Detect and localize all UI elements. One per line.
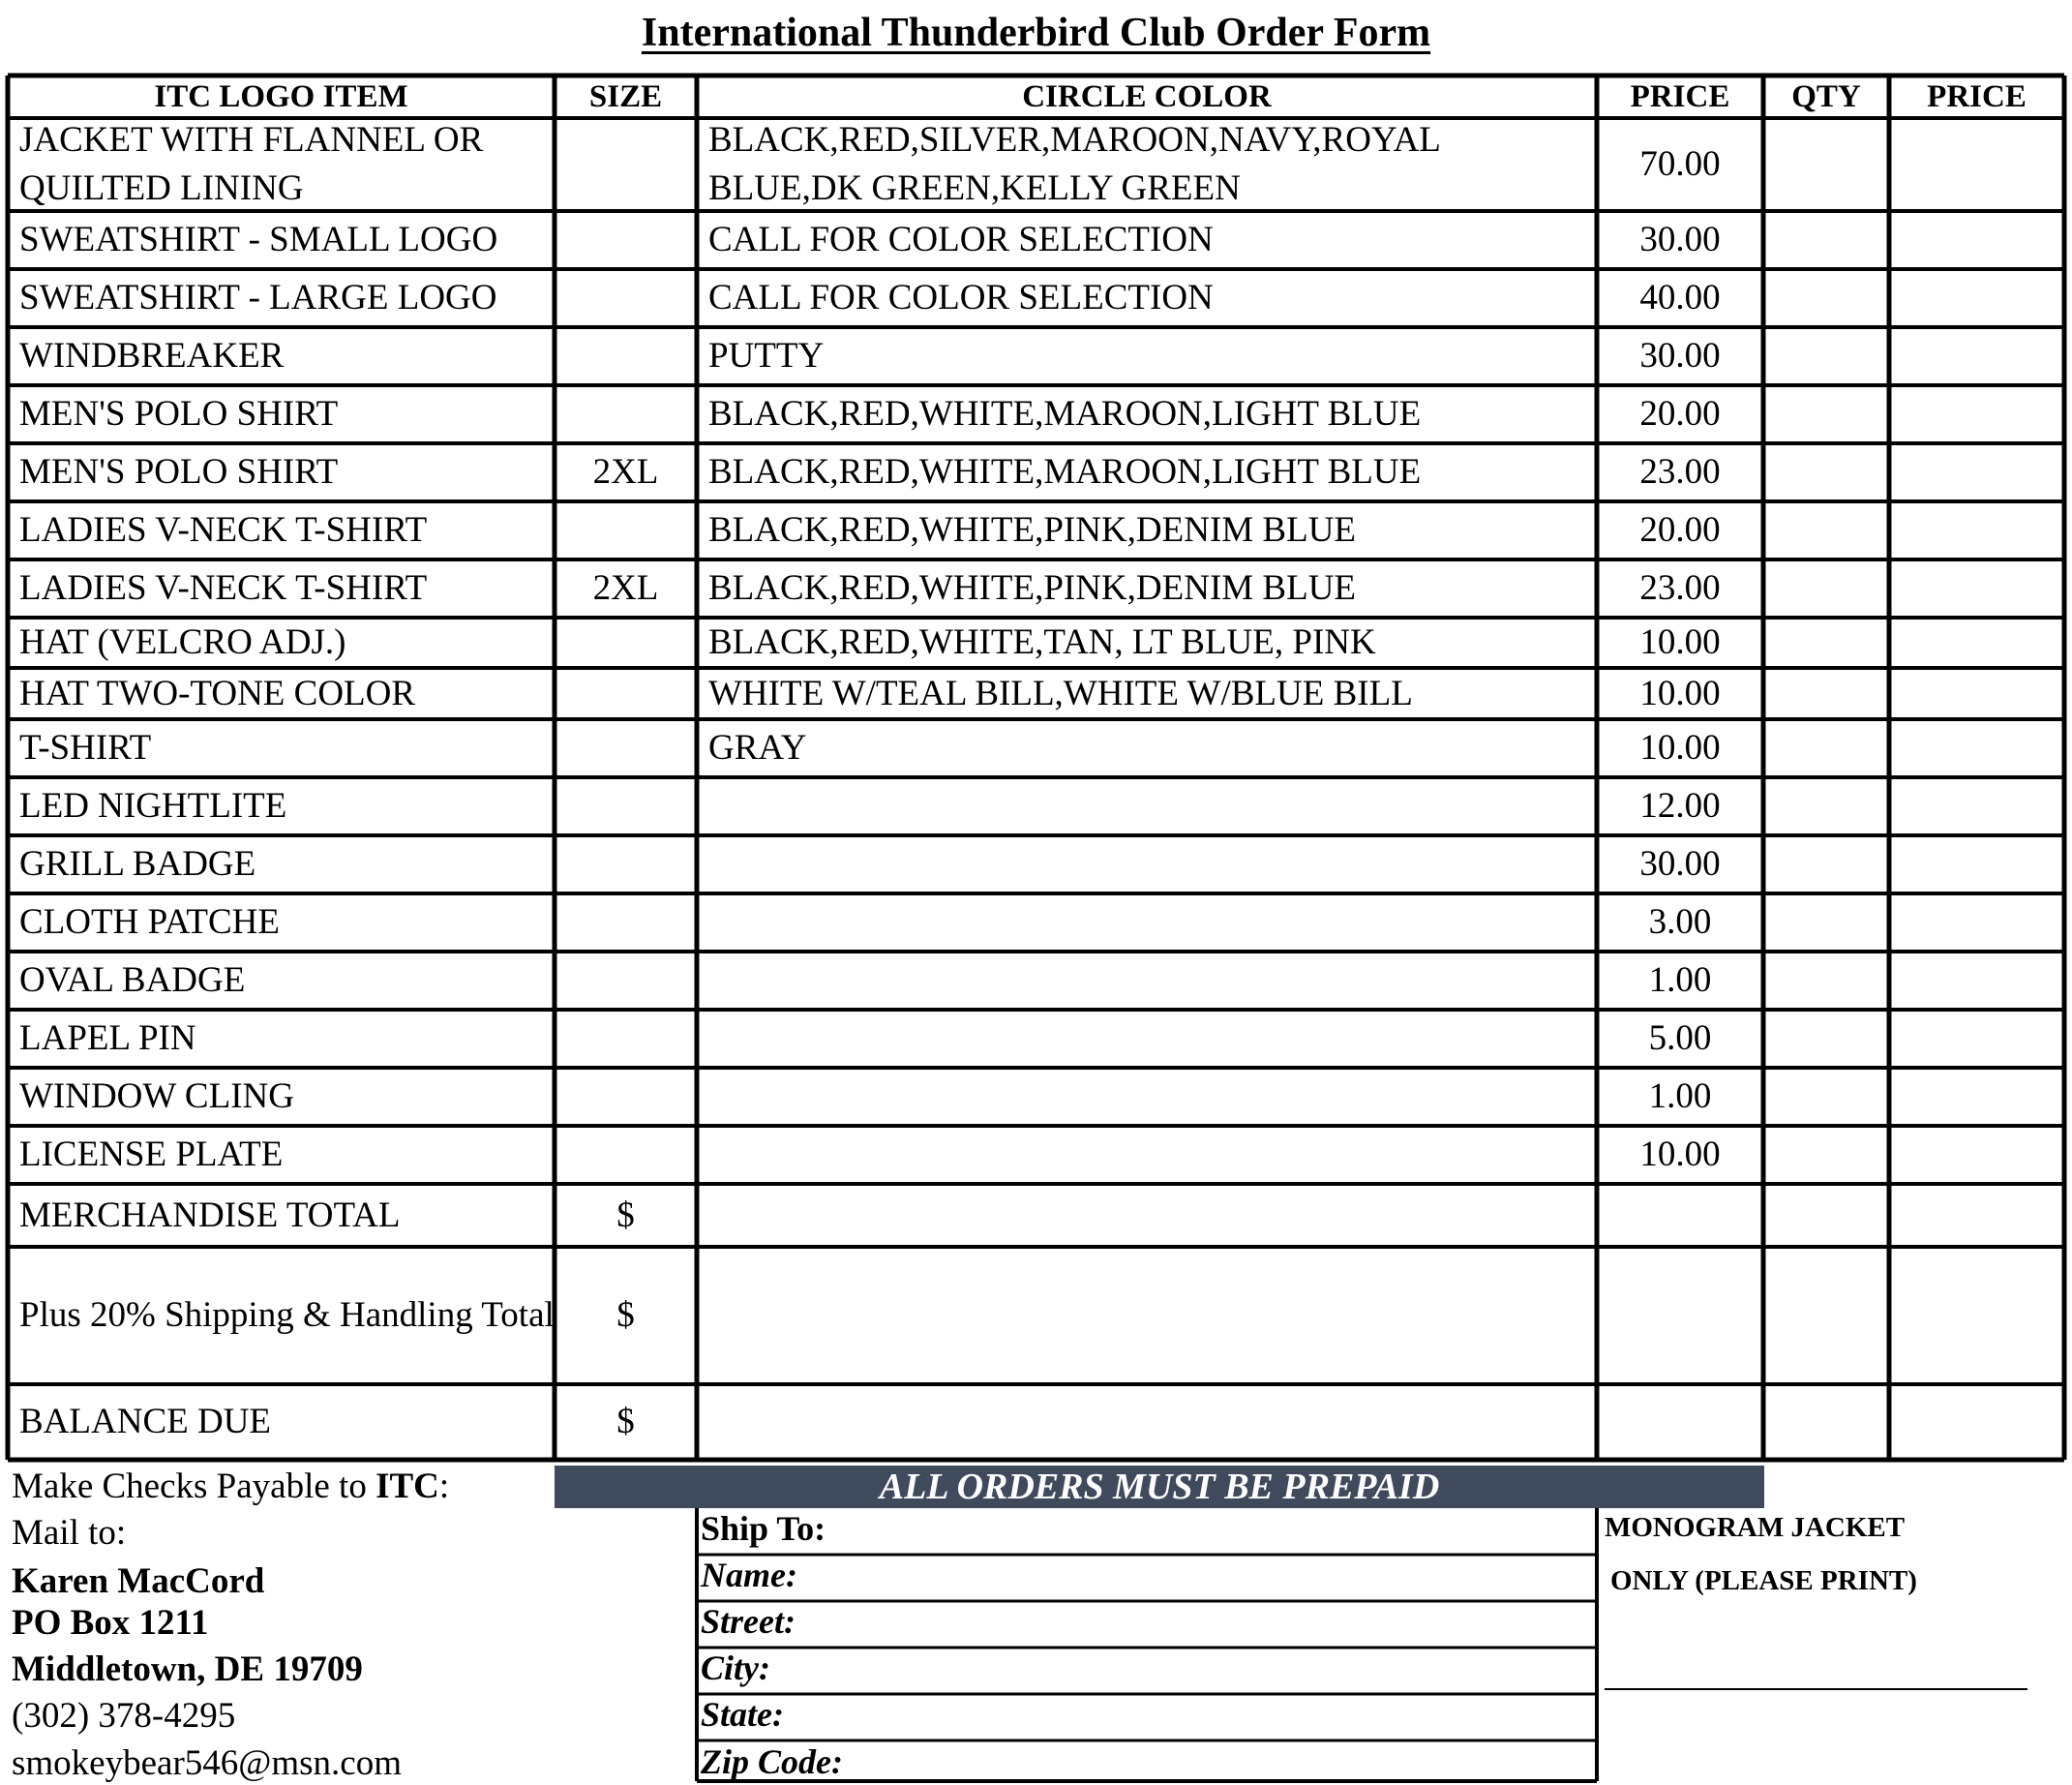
mail-name: Karen MacCord	[12, 1561, 265, 1601]
qty-input[interactable]	[1763, 719, 1889, 777]
item-size	[555, 719, 697, 777]
ship-street-field[interactable]: Street:	[701, 1602, 796, 1641]
qty-input[interactable]	[1763, 501, 1889, 560]
qty-input[interactable]	[1763, 327, 1889, 385]
item-size	[555, 952, 697, 1010]
balance-due-symbol: $	[616, 1402, 635, 1441]
item-size	[555, 385, 697, 443]
item-price: 1.00	[1648, 960, 1712, 1000]
item-size	[555, 211, 697, 269]
balance-due-label: BALANCE DUE	[19, 1402, 272, 1441]
qty-input[interactable]	[1763, 618, 1889, 668]
monogram-label-1: MONOGRAM JACKET	[1605, 1512, 1906, 1543]
item-size	[555, 269, 697, 327]
item-size: 2XL	[592, 452, 659, 492]
line-total-input[interactable]	[1889, 893, 2064, 952]
qty-input[interactable]	[1763, 668, 1889, 719]
mail-email: smokeybear546@msn.com	[12, 1743, 402, 1783]
item-price: 10.00	[1639, 673, 1721, 713]
item-name: LADIES V-NECK T-SHIRT	[19, 568, 428, 608]
line-total-input[interactable]	[1889, 1010, 2064, 1068]
ship-state-field[interactable]: State:	[701, 1695, 784, 1734]
line-total-input[interactable]	[1889, 719, 2064, 777]
item-colors: BLACK,RED,SILVER,MAROON,NAVY,ROYAL BLUE,DK GREEN,KELLY GREEN	[708, 120, 1440, 208]
header-qty: QTY	[1791, 79, 1861, 114]
line-total-input[interactable]	[1889, 952, 2064, 1010]
mail-city: Middletown, DE 19709	[12, 1649, 363, 1689]
line-total-input[interactable]	[1889, 385, 2064, 443]
line-total-input[interactable]	[1889, 1068, 2064, 1126]
form-title: International Thunderbird Club Order Form	[641, 11, 1431, 55]
shipping-handling-total-amount[interactable]	[697, 1247, 2064, 1384]
item-name: OVAL BADGE	[19, 960, 246, 1000]
item-colors: CALL FOR COLOR SELECTION	[708, 220, 1214, 259]
line-total-input[interactable]	[1889, 269, 2064, 327]
qty-input[interactable]	[1763, 952, 1889, 1010]
header-size: SIZE	[588, 79, 663, 114]
item-name: T-SHIRT	[19, 728, 152, 768]
line-total-input[interactable]	[1889, 118, 2064, 211]
line-total-input[interactable]	[1889, 327, 2064, 385]
item-colors	[701, 1010, 1597, 1068]
item-name: HAT TWO-TONE COLOR	[19, 673, 416, 713]
item-price: 10.00	[1639, 1135, 1721, 1174]
item-price: 10.00	[1639, 622, 1721, 662]
item-price: 23.00	[1639, 452, 1721, 492]
merchandise-total-label: MERCHANDISE TOTAL	[19, 1195, 401, 1235]
line-total-input[interactable]	[1889, 501, 2064, 560]
qty-input[interactable]	[1763, 443, 1889, 501]
item-price: 5.00	[1648, 1018, 1712, 1058]
header-item: ITC LOGO ITEM	[154, 79, 408, 114]
qty-input[interactable]	[1763, 560, 1889, 618]
line-total-input[interactable]	[1889, 777, 2064, 835]
monogram-label-2: ONLY (PLEASE PRINT)	[1610, 1565, 1917, 1596]
item-colors: GRAY	[708, 728, 807, 768]
item-name: MEN'S POLO SHIRT	[19, 452, 339, 492]
item-name: WINDBREAKER	[19, 336, 285, 376]
item-size	[555, 1010, 697, 1068]
item-price: 70.00	[1639, 144, 1721, 184]
item-price: 30.00	[1639, 220, 1721, 259]
item-size	[555, 835, 697, 893]
item-name: SWEATSHIRT - SMALL LOGO	[19, 220, 498, 259]
item-size	[555, 501, 697, 560]
item-price: 30.00	[1639, 336, 1721, 376]
item-colors: BLACK,RED,WHITE,PINK,DENIM BLUE	[708, 510, 1357, 550]
item-name: LAPEL PIN	[19, 1018, 196, 1058]
item-size	[555, 893, 697, 952]
qty-input[interactable]	[1763, 211, 1889, 269]
item-colors: BLACK,RED,WHITE,PINK,DENIM BLUE	[708, 568, 1357, 608]
item-price: 40.00	[1639, 278, 1721, 318]
item-price: 12.00	[1639, 786, 1721, 826]
item-price: 3.00	[1648, 902, 1712, 942]
item-price: 1.00	[1648, 1076, 1712, 1116]
checks-payable: Make Checks Payable to ITC:	[12, 1467, 450, 1506]
ship-city-field[interactable]: City:	[701, 1649, 770, 1687]
merchandise-total-symbol: $	[616, 1195, 635, 1235]
item-size	[555, 1126, 697, 1184]
qty-input[interactable]	[1763, 269, 1889, 327]
qty-input[interactable]	[1763, 118, 1889, 211]
qty-input[interactable]	[1763, 893, 1889, 952]
item-name: LED NIGHTLITE	[19, 786, 287, 826]
header-color: CIRCLE COLOR	[1022, 79, 1272, 114]
prepaid-banner: ALL ORDERS MUST BE PREPAID	[555, 1466, 1764, 1508]
shipping-handling-total-label: Plus 20% Shipping & Handling Total	[19, 1295, 555, 1335]
header-price: PRICE	[1630, 79, 1730, 114]
qty-input[interactable]	[1763, 835, 1889, 893]
line-total-input[interactable]	[1889, 835, 2064, 893]
line-total-input[interactable]	[1889, 211, 2064, 269]
item-size	[555, 327, 697, 385]
item-colors: WHITE W/TEAL BILL,WHITE W/BLUE BILL	[708, 673, 1413, 713]
mail-phone: (302) 378-4295	[12, 1696, 236, 1736]
item-size	[555, 1068, 697, 1126]
qty-input[interactable]	[1763, 1126, 1889, 1184]
qty-input[interactable]	[1763, 385, 1889, 443]
item-colors	[701, 1068, 1597, 1126]
item-colors: BLACK,RED,WHITE,MAROON,LIGHT BLUE	[708, 394, 1422, 434]
ship-zip-field[interactable]: Zip Code:	[701, 1742, 843, 1781]
item-size	[555, 618, 697, 668]
item-size	[555, 668, 697, 719]
mail-to-label: Mail to:	[12, 1513, 127, 1553]
item-price: 20.00	[1639, 510, 1721, 550]
item-name: HAT (VELCRO ADJ.)	[19, 622, 346, 662]
item-size	[555, 118, 697, 211]
merchandise-total-amount[interactable]	[697, 1184, 2064, 1247]
item-price: 10.00	[1639, 728, 1721, 768]
item-size: 2XL	[592, 568, 659, 608]
item-name: JACKET WITH FLANNEL OR QUILTED LINING	[19, 120, 484, 208]
item-name: LADIES V-NECK T-SHIRT	[19, 510, 428, 550]
item-price: 30.00	[1639, 844, 1721, 884]
qty-input[interactable]	[1763, 1068, 1889, 1126]
shipping-handling-total-symbol: $	[616, 1295, 635, 1335]
item-colors	[701, 1126, 1597, 1184]
item-colors	[701, 835, 1597, 893]
line-total-input[interactable]	[1889, 443, 2064, 501]
item-name: GRILL BADGE	[19, 844, 256, 884]
mail-po-box: PO Box 1211	[12, 1603, 209, 1643]
item-name: WINDOW CLING	[19, 1076, 294, 1116]
item-colors	[701, 952, 1597, 1010]
item-colors	[701, 893, 1597, 952]
item-name: MEN'S POLO SHIRT	[19, 394, 339, 434]
ship-to-label: Ship To:	[701, 1509, 826, 1548]
balance-due-amount[interactable]	[697, 1384, 2064, 1460]
line-total-input[interactable]	[1889, 668, 2064, 719]
item-colors: CALL FOR COLOR SELECTION	[708, 278, 1214, 318]
item-price: 23.00	[1639, 568, 1721, 608]
qty-input[interactable]	[1763, 1010, 1889, 1068]
header-total-price: PRICE	[1927, 79, 2027, 114]
ship-name-field[interactable]: Name:	[701, 1556, 797, 1594]
item-price: 20.00	[1639, 394, 1721, 434]
item-colors: PUTTY	[708, 336, 825, 376]
item-name: SWEATSHIRT - LARGE LOGO	[19, 278, 497, 318]
item-colors: BLACK,RED,WHITE,MAROON,LIGHT BLUE	[708, 452, 1422, 492]
qty-input[interactable]	[1763, 777, 1889, 835]
line-total-input[interactable]	[1889, 560, 2064, 618]
item-name: LICENSE PLATE	[19, 1135, 284, 1174]
item-colors: BLACK,RED,WHITE,TAN, LT BLUE, PINK	[708, 622, 1376, 662]
item-colors	[701, 777, 1597, 835]
item-size	[555, 777, 697, 835]
line-total-input[interactable]	[1889, 618, 2064, 668]
line-total-input[interactable]	[1889, 1126, 2064, 1184]
item-name: CLOTH PATCHE	[19, 902, 280, 942]
